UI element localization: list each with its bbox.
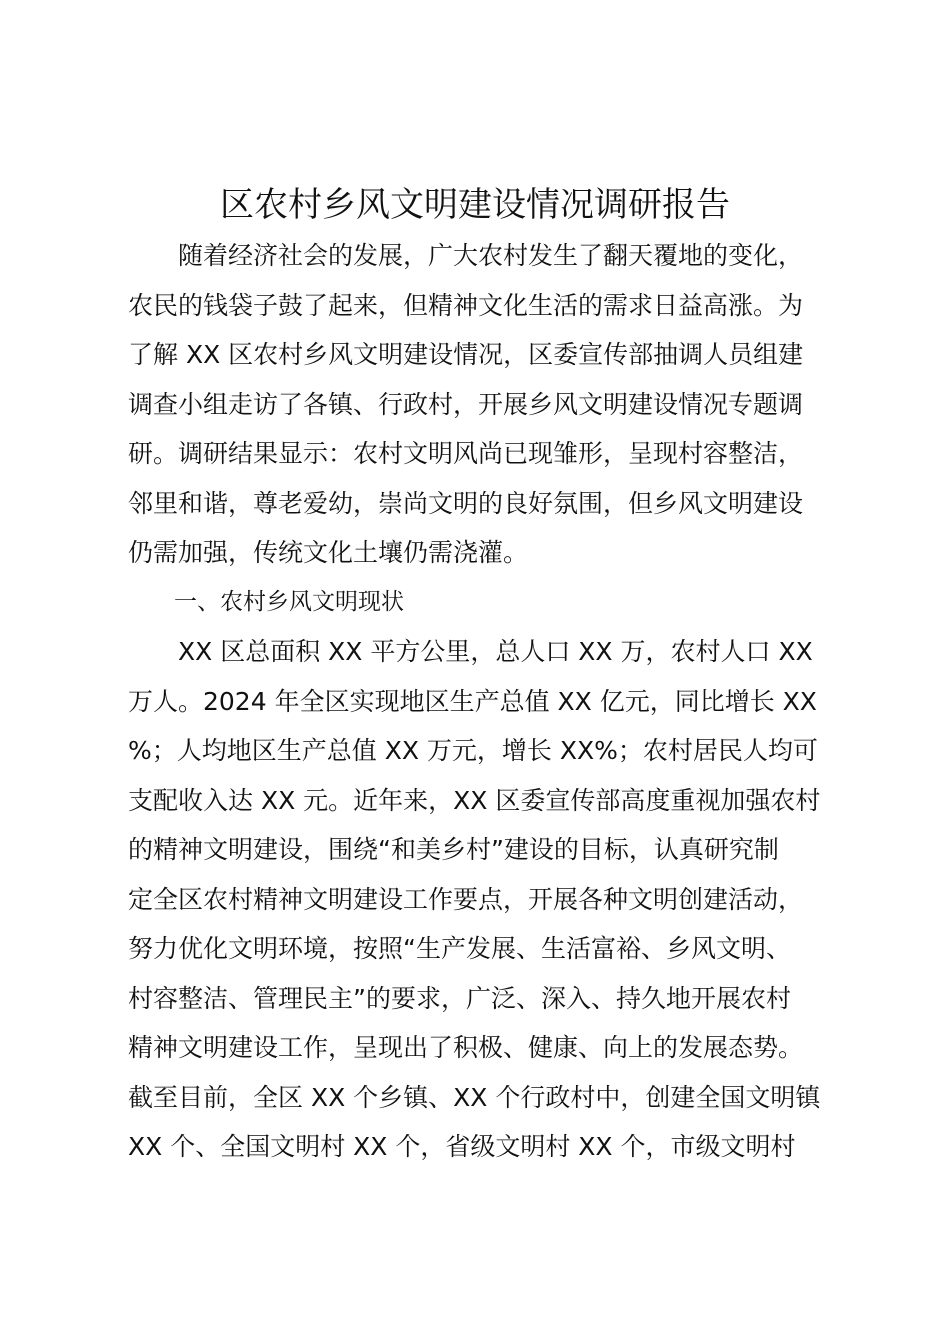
text-line: 精神文明建设工作，呈现出了积极、健康、向上的发展态势。 [128, 1033, 804, 1062]
text-line: 努力优化文明环境，按照“生产发展、生活富裕、乡风文明、 [128, 934, 791, 963]
text-line: XX 个、全国文明村 XX 个，省级文明村 XX 个，市级文明村 [128, 1132, 796, 1161]
text-line: 的精神文明建设，围绕“和美乡村”建设的目标，认真研究制 [128, 835, 779, 864]
document-title: 区农村乡风文明建设情况调研报告 [220, 185, 730, 225]
text-line: 了解 XX 区农村乡风文明建设情况，区委宣传部抽调人员组建 [128, 340, 804, 369]
text-line: 调查小组走访了各镇、行政村，开展乡风文明建设情况专题调 [128, 389, 804, 419]
text-line: 定全区农村精神文明建设工作要点，开展各种文明创建活动， [128, 884, 804, 914]
text-line: %；人均地区生产总值 XX 万元，增长 XX%；农村居民人均可 [128, 736, 818, 765]
intro-paragraph [128, 231, 834, 578]
section-heading: 一、农村乡风文明现状 [174, 588, 404, 615]
document-body [128, 231, 834, 1172]
section1-paragraph [128, 627, 834, 1172]
text-line: 农民的钱袋子鼓了起来，但精神文化生活的需求日益高涨。为 [128, 290, 804, 320]
text-line: XX 区总面积 XX 平方公里，总人口 XX 万，农村人口 XX [178, 637, 813, 666]
text-line: 随着经济社会的发展，广大农村发生了翻天覆地的变化， [178, 241, 804, 270]
text-line: 支配收入达 XX 元。近年来，XX 区委宣传部高度重视加强农村 [128, 785, 821, 815]
text-line: 万人。2024 年全区实现地区生产总值 XX 亿元，同比增长 XX [128, 686, 817, 716]
text-line: 截至目前，全区 XX 个乡镇、XX 个行政村中，创建全国文明镇 [128, 1082, 821, 1112]
text-line: 研。调研结果显示：农村文明风尚已现雏形，呈现村容整洁， [128, 439, 804, 468]
text-line: 仍需加强，传统文化土壤仍需浇灌。 [128, 538, 529, 567]
text-line: 邻里和谐，尊老爱幼，崇尚文明的良好氛围，但乡风文明建设 [128, 488, 804, 518]
text-line: 村容整洁、管理民主”的要求，广泛、深入、持久地开展农村 [128, 983, 791, 1013]
